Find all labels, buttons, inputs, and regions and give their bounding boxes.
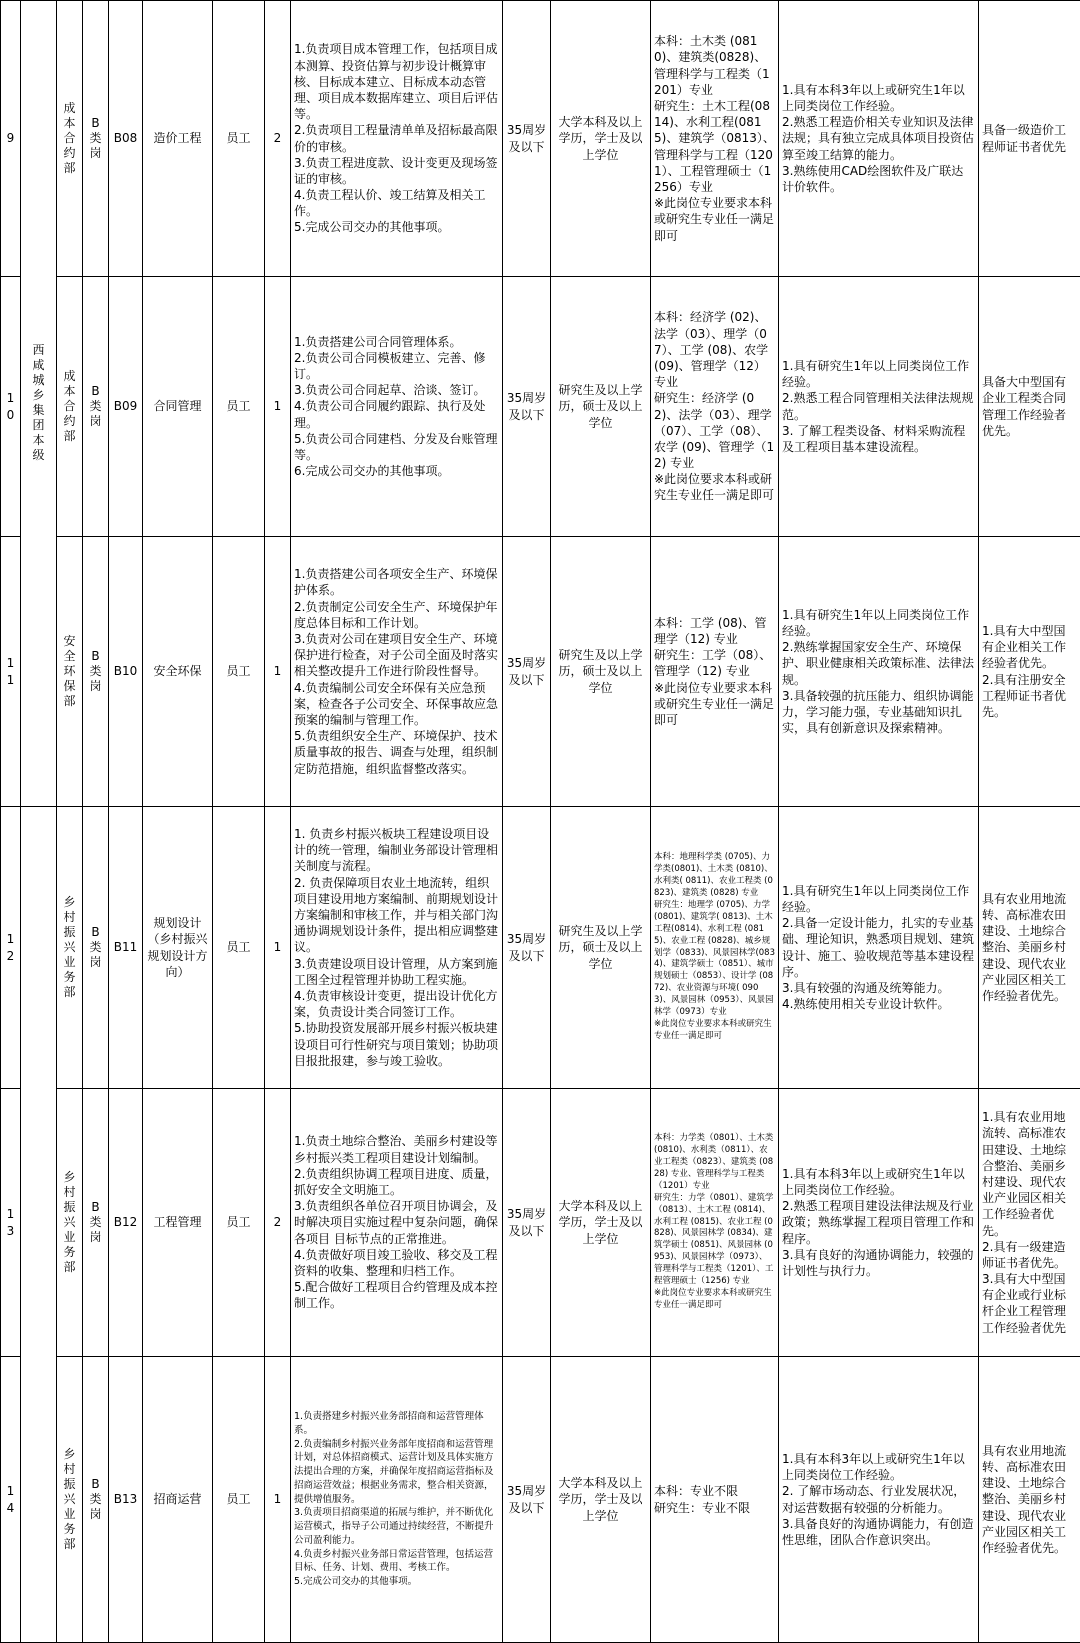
category-cell: B类岗 [83, 1357, 109, 1643]
position-level: 员工 [213, 807, 265, 1089]
position-name: 规划设计（乡村振兴规划设计方向） [143, 807, 213, 1089]
category-cell: B类岗 [83, 537, 109, 807]
major-requirement: 本科：专业不限 研究生：专业不限 [651, 1357, 779, 1643]
education-requirement: 大学本科及以上学历，学士及以上学位 [551, 1357, 651, 1643]
position-level: 员工 [213, 1, 265, 277]
row-number: 12 [1, 807, 21, 1089]
table-row [1, 1, 1080, 277]
headcount: 2 [265, 1089, 291, 1357]
headcount: 1 [265, 807, 291, 1089]
age-requirement: 35周岁及以下 [503, 1089, 551, 1357]
row-number: 10 [1, 277, 21, 537]
position-name: 造价工程 [143, 1, 213, 277]
position-name: 合同管理 [143, 277, 213, 537]
position-code: B09 [109, 277, 143, 537]
row-number: 11 [1, 537, 21, 807]
other-requirement: 具有农业用地流转、高标准农田建设、土地综合整治、美丽乡村建设、现代农业产业园区相关工作经验者优先。 [979, 807, 1080, 1089]
dept-cell: 乡村振兴业务部 [57, 1089, 83, 1357]
row-number: 14 [1, 1357, 21, 1643]
position-level: 员工 [213, 277, 265, 537]
major-requirement: 本科：地理科学类 (0705)、力学类(0801)、土木类 (0810)、水利类( 0811)、农业工程类 (0823)、建筑类 (0828) 专业 研究生：地理学 (0705)、力学(0801)、建筑学( 0813)、土木工程(0814)、水利工程 (0815)、农业工程 (0828)、城乡规划学（0833)、风景园林学(0834)、建筑学硕士（0851）、城市规划硕士（0853）、设计学 (0872)、农业资源与环境( 0903)、风景园林（0953）、风景园林学（0973）专业 ※此岗位专业要求本科或研究生专业任一满足即可 [651, 807, 779, 1089]
position-code: B08 [109, 1, 143, 277]
position-name: 招商运营 [143, 1357, 213, 1643]
position-code: B13 [109, 1357, 143, 1643]
row-number: 13 [1, 1089, 21, 1357]
major-requirement: 本科：工学 (08)、管理学（12) 专业 研究生：工学（08）、管理学（12) 专业 ※此岗位专业要求本科或研究生专业任一满足即可 [651, 537, 779, 807]
experience-requirement: 1.具有研究生1年以上同类岗位工作经验。 2.熟练掌握国家安全生产、环境保护、职业健康相关政策标准、法律法规。 3.具备较强的抗压能力、组织协调能力，学习能力强，专业基础知识扎实，具有创新意识及探索精神。 [779, 537, 979, 807]
major-requirement: 本科：土木类 (0810)、建筑类(0828)、管理科学与工程类（1201）专业 研究生：土木工程(0814)、水利工程(0815)、建筑学（0813）、管理科学与工程（1201）、工程管理硕士（1256）专业 ※此岗位专业要求本科或研究生专业任一满足即可 [651, 1, 779, 277]
age-requirement: 35周岁及以下 [503, 537, 551, 807]
age-requirement: 35周岁及以下 [503, 1357, 551, 1643]
position-name: 安全环保 [143, 537, 213, 807]
education-requirement: 研究生及以上学历，硕士及以上学位 [551, 277, 651, 537]
table-row [1, 1089, 1080, 1357]
age-requirement: 35周岁及以下 [503, 1, 551, 277]
position-level: 员工 [213, 1357, 265, 1643]
experience-requirement: 1.具有研究生1年以上同类岗位工作经验。 2.熟悉工程合同管理相关法律法规规范。 3. 了解工程类设备、材料采购流程及工程项目基本建设流程。 [779, 277, 979, 537]
unit-cell-empty [21, 807, 57, 1643]
other-requirement: 1.具有农业用地流转、高标准农田建设、土地综合整治、美丽乡村建设、现代农业产业园区相关工作经验者优先。 2.具有一级建造师证书者优先。 3.具有大中型国有企业或行业标杆企业工程管理工作经验者优先 [979, 1089, 1080, 1357]
other-requirement: 1.具有大中型国有企业相关工作经验者优先。 2.具有注册安全工程师证书者优先。 [979, 537, 1080, 807]
dept-cell: 成本合约部 [57, 277, 83, 537]
position-code: B10 [109, 537, 143, 807]
position-name: 工程管理 [143, 1089, 213, 1357]
headcount: 1 [265, 537, 291, 807]
dept-cell: 乡村振兴业务部 [57, 1357, 83, 1643]
age-requirement: 35周岁及以下 [503, 807, 551, 1089]
experience-requirement: 1.具有研究生1年以上同类岗位工作经验。 2.具备一定设计能力，扎实的专业基础、理论知识，熟悉项目规划、建筑设计、施工、验收规范等基本建设程序。 3.具有较强的沟通及统筹能力。 4.熟练使用相关专业设计软件。 [779, 807, 979, 1089]
experience-requirement: 1.具有本科3年以上或研究生1年以上同类岗位工作经验。 2.熟悉工程造价相关专业知识及法律法规；具有独立完成具体项目投资估算至竣工结算的能力。 3.熟练使用CAD绘图软件及广联达计价软件。 [779, 1, 979, 277]
duties: 1.负责搭建乡村振兴业务部招商和运营管理体系。 2.负责编制乡村振兴业务部年度招商和运营管理计划，对总体招商模式、运营计划及具体实施方法提出合理的方案，并确保年度招商运营指标及招商运营效益；根据业务需求，整合相关资源，提供增值服务。 3.负责项目招商渠道的拓展与维护，并不断优化运营模式，指导子公司通过持续经营，不断提升公司盈利能力。 4.负责乡村振兴业务部日常运营管理，包括运营目标、任务、计划、费用、考核工作。 5.完成公司交办的其他事项。 [291, 1357, 503, 1643]
headcount: 2 [265, 1, 291, 277]
dept-cell: 安全环保部 [57, 537, 83, 807]
major-requirement: 本科：经济学 (02)、法学（03）、理学（07）、工学 (08)、农学 (09)、管理学（12）专业 研究生：经济学 (02)、法学（03）、理学（07）、工学（08）、农学 (09)、管理学（12) 专业 ※此岗位要求本科或研究生专业任一满足即可 [651, 277, 779, 537]
table-row [1, 277, 1080, 537]
education-requirement: 大学本科及以上学历，学士及以上学位 [551, 1089, 651, 1357]
position-level: 员工 [213, 1089, 265, 1357]
education-requirement: 大学本科及以上学历，学士及以上学位 [551, 1, 651, 277]
other-requirement: 具备一级造价工程师证书者优先 [979, 1, 1080, 277]
table-row [1, 1357, 1080, 1643]
duties: 1.负责土地综合整治、美丽乡村建设等乡村振兴类工程项目建设计划编制。 2.负责组织协调工程项目进度、质量，抓好安全文明施工。 3.负责组织各单位召开项目协调会，及时解决项目实施过程中复杂问题，确保各项目 目标节点的正常推进。 4.负责做好项目竣工验收、移交及工程资料的收集、整理和归档工作。 5.配合做好工程项目合约管理及成本控制工作。 [291, 1089, 503, 1357]
category-cell: B类岗 [83, 277, 109, 537]
other-requirement: 具有农业用地流转、高标准农田建设、土地综合整治、美丽乡村建设、现代农业产业园区相关工作经验者优先。 [979, 1357, 1080, 1643]
experience-requirement: 1.具有本科3年以上或研究生1年以上同类岗位工作经验。 2.熟悉工程项目建设法律法规及行业政策；熟练掌握工程项目管理工作和程序。 3.具有良好的沟通协调能力，较强的计划性与执行力。 [779, 1089, 979, 1357]
position-code: B11 [109, 807, 143, 1089]
dept-cell: 乡村振兴业务部 [57, 807, 83, 1089]
duties: 1.负责项目成本管理工作，包括项目成本测算、投资估算与初步设计概算审核、目标成本建立、目标成本动态管理、项目成本数据库建立、项目后评估等。 2.负责项目工程量清单单及招标最高限价的审核。 3.负责工程进度款、设计变更及现场签证的审核。 4.负责工程认价、竣工结算及相关工作。 5.完成公司交办的其他事项。 [291, 1, 503, 277]
dept-cell: 成本合约部 [57, 1, 83, 277]
table-row [1, 807, 1080, 1089]
duties: 1. 负责乡村振兴板块工程建设项目设计的统一管理，编制业务部设计管理相关制度与流程。 2. 负责保障项目农业土地流转，组织项目建设用地方案编制、前期规划设计方案编制和审核工作，并与相关部门沟通协调规划设计条件，提出相应调整建议。 3.负责建设项目设计管理，从方案到施工图全过程管理并协助工程实施。 4.负责审核设计变更，提出设计优化方案，负责设计类合同签订工作。 5.协助投资发展部开展乡村振兴板块建设项目可行性研究与项目策划；协助项目报批报建，参与竣工验收。 [291, 807, 503, 1089]
headcount: 1 [265, 277, 291, 537]
category-cell: B类岗 [83, 1089, 109, 1357]
education-requirement: 研究生及以上学历，硕士及以上学位 [551, 537, 651, 807]
headcount: 1 [265, 1357, 291, 1643]
table-row [1, 537, 1080, 807]
other-requirement: 具备大中型国有企业工程类合同管理工作经验者优先。 [979, 277, 1080, 537]
age-requirement: 35周岁及以下 [503, 277, 551, 537]
category-cell: B类岗 [83, 1, 109, 277]
education-requirement: 研究生及以上学历，硕士及以上学位 [551, 807, 651, 1089]
category-cell: B类岗 [83, 807, 109, 1089]
unit-cell [21, 1, 57, 807]
position-level: 员工 [213, 537, 265, 807]
row-number: 9 [1, 1, 21, 277]
duties: 1.负责搭建公司各项安全生产、环境保护体系。 2.负责制定公司安全生产、环境保护年度总体目标和工作计划。 3.负责对公司在建项目安全生产、环境保护进行检查，对子公司全面及时落实相关整改提升工作进行阶段性督导。 4.负责编制公司安全环保有关应急预案，检查各子公司安全、环保事故应急预案的编制与管理工作。 5.负责组织安全生产、环境保护、技术质量事故的报告、调查与处理，组织制定防范措施，组织监督整改落实。 [291, 537, 503, 807]
unit-name: 西咸城乡集团本级 [33, 343, 45, 463]
major-requirement: 本科：力学类（0801）、土木类(0810)、水利类（0811）、农业工程类（0823）、建筑类 (0828) 专业、管理科学与工程类（1201）专业 研究生：力学（0801）、建筑学（0813）、土木工程 (0814)、水利工程 (0815)、农业工程 (0828)、风景园林学 (0834)、建筑学硕士 (0851)、风景园林 (0953)、风景园林学（0973）、管理科学与工程类（1201）、工程管理硕士（1256) 专业 ※此岗位专业要求本科或研究生专业任一满足即可 [651, 1089, 779, 1357]
experience-requirement: 1.具有本科3年以上或研究生1年以上同类岗位工作经验。 2. 了解市场动态、行业发展状况，对运营数据有较强的分析能力。 3.具备良好的沟通协调能力，有创造性思维，团队合作意识突出。 [779, 1357, 979, 1643]
duties: 1.负责搭建公司合同管理体系。 2.负责公司合同模板建立、完善、修订。 3.负责公司合同起草、洽谈、签订。 4.负责公司合同履约跟踪、执行及处理。 5.负责公司合同建档、分发及台账管理等。 6.完成公司交办的其他事项。 [291, 277, 503, 537]
position-code: B12 [109, 1089, 143, 1357]
